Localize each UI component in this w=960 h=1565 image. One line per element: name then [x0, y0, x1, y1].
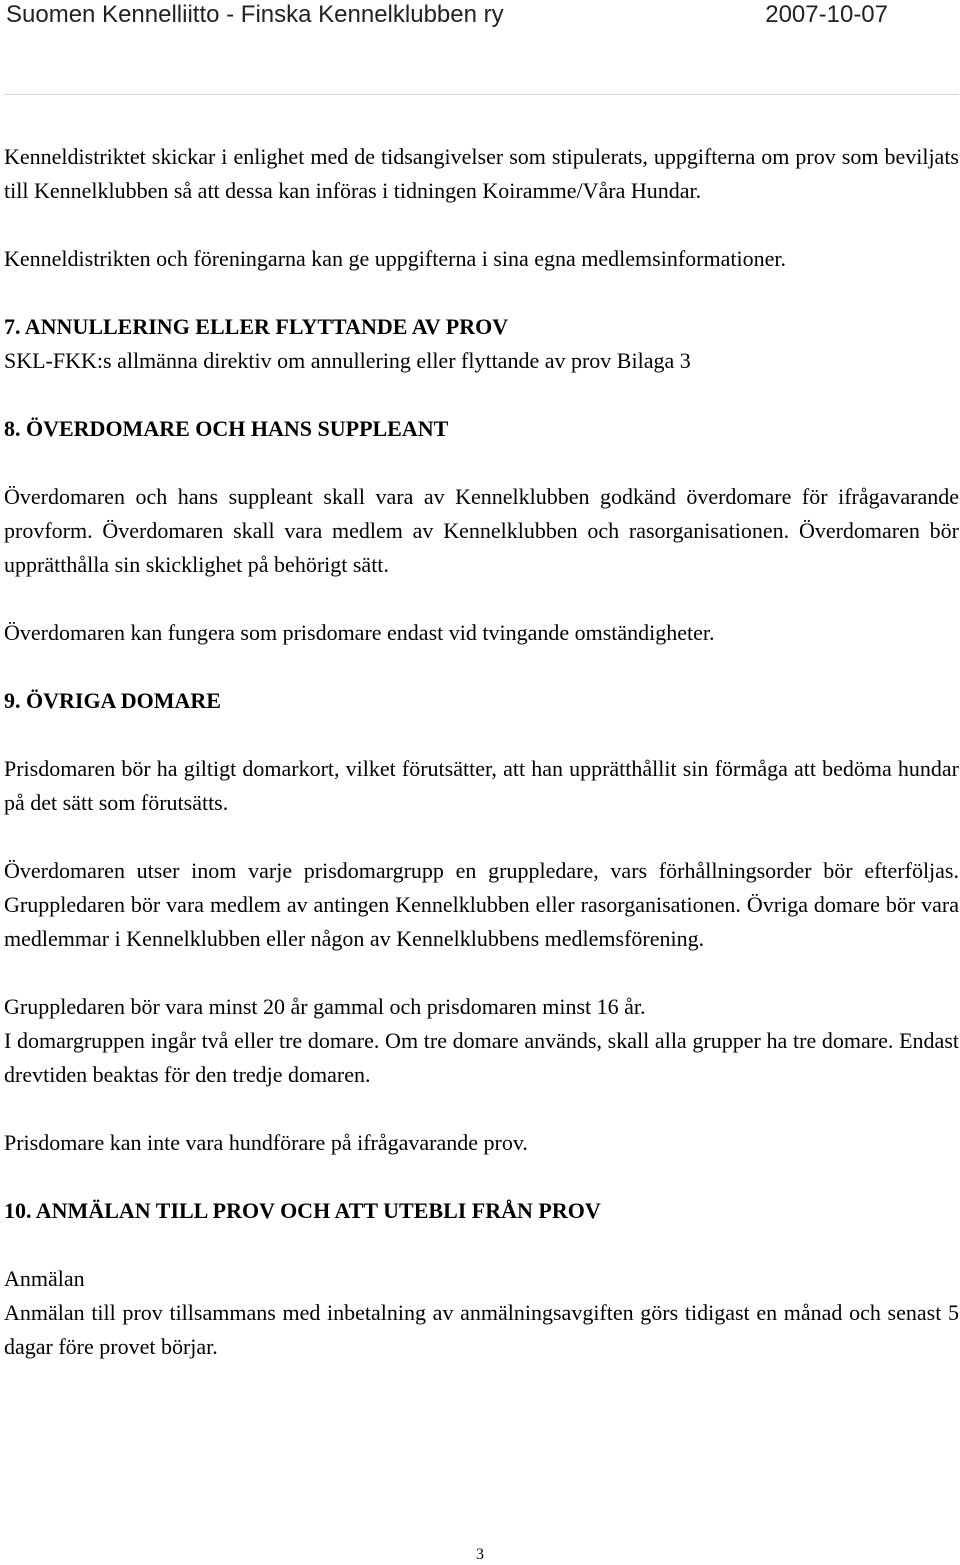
header-date: 2007-10-07 [765, 1, 888, 28]
paragraph-district-reporting: Kenneldistriktet skickar i enlighet med de tidsangivelser som stipulerats, uppgifterna om prov som beviljats till Kennelklubben så att dessa kan införas i tidningen Koiramme/Våra Hundar. [4, 144, 959, 203]
section-heading-8: 8. ÖVERDOMARE OCH HANS SUPPLEANT [4, 416, 449, 441]
header-divider [4, 94, 959, 95]
paragraph-section-8-a: Överdomaren och hans suppleant skall vara av Kennelklubben godkänd överdomare för ifrågavarande provform. Överdomaren skall vara medlem av Kennelklubben och rasorganisationen. Överdomaren bör upprätthålla sin skicklighet på behörigt sätt. [4, 484, 959, 577]
paragraph-section-10: Anmälan till prov tillsammans med inbetalning av anmälningsavgiften görs tidigast en månad och senast 5 dagar före provet börjar. [4, 1300, 959, 1359]
paragraph-member-information: Kenneldistrikten och föreningarna kan ge uppgifterna i sina egna medlemsinformationer. [4, 246, 786, 271]
paragraph-section-7: SKL-FKK:s allmänna direktiv om annullering eller flyttande av prov Bilaga 3 [4, 348, 691, 373]
paragraph-section-9-d: Prisdomare kan inte vara hundförare på ifrågavarande prov. [4, 1130, 528, 1155]
paragraph-section-9-c2: I domargruppen ingår två eller tre domare. Om tre domare används, skall alla grupper ha tre domare. Endast drevtiden beaktas för den tredje domaren. [4, 1028, 959, 1087]
paragraph-section-9-b: Överdomaren utser inom varje prisdomargrupp en gruppledare, vars förhållningsorder bör efterföljas. Gruppledaren bör vara medlem av antingen Kennelklubben eller rasorganisationen. Övriga domare bör vara medlemmar i Kennelklubben eller någon av Kennelklubbens medlemsförening. [4, 858, 959, 951]
section-heading-10: 10. ANMÄLAN TILL PROV OCH ATT UTEBLI FRÅN PROV [4, 1198, 601, 1223]
header-organization: Suomen Kennelliitto - Finska Kennelklubben ry [6, 1, 504, 28]
subheading-anmalan: Anmälan [4, 1266, 85, 1291]
page-header [0, 0, 960, 34]
section-heading-7: 7. ANNULLERING ELLER FLYTTANDE AV PROV [4, 314, 509, 339]
paragraph-section-9-a: Prisdomaren bör ha giltigt domarkort, vilket förutsätter, att han upprätthållit sin förmåga att bedöma hundar på det sätt som förutsätts. [4, 756, 959, 815]
page-number: 3 [476, 1546, 484, 1563]
document-body [4, 140, 959, 1364]
paragraph-section-9-c1: Gruppledaren bör vara minst 20 år gammal och prisdomaren minst 16 år. [4, 994, 646, 1019]
section-heading-9: 9. ÖVRIGA DOMARE [4, 688, 221, 713]
paragraph-section-8-b: Överdomaren kan fungera som prisdomare endast vid tvingande omständigheter. [4, 620, 715, 645]
